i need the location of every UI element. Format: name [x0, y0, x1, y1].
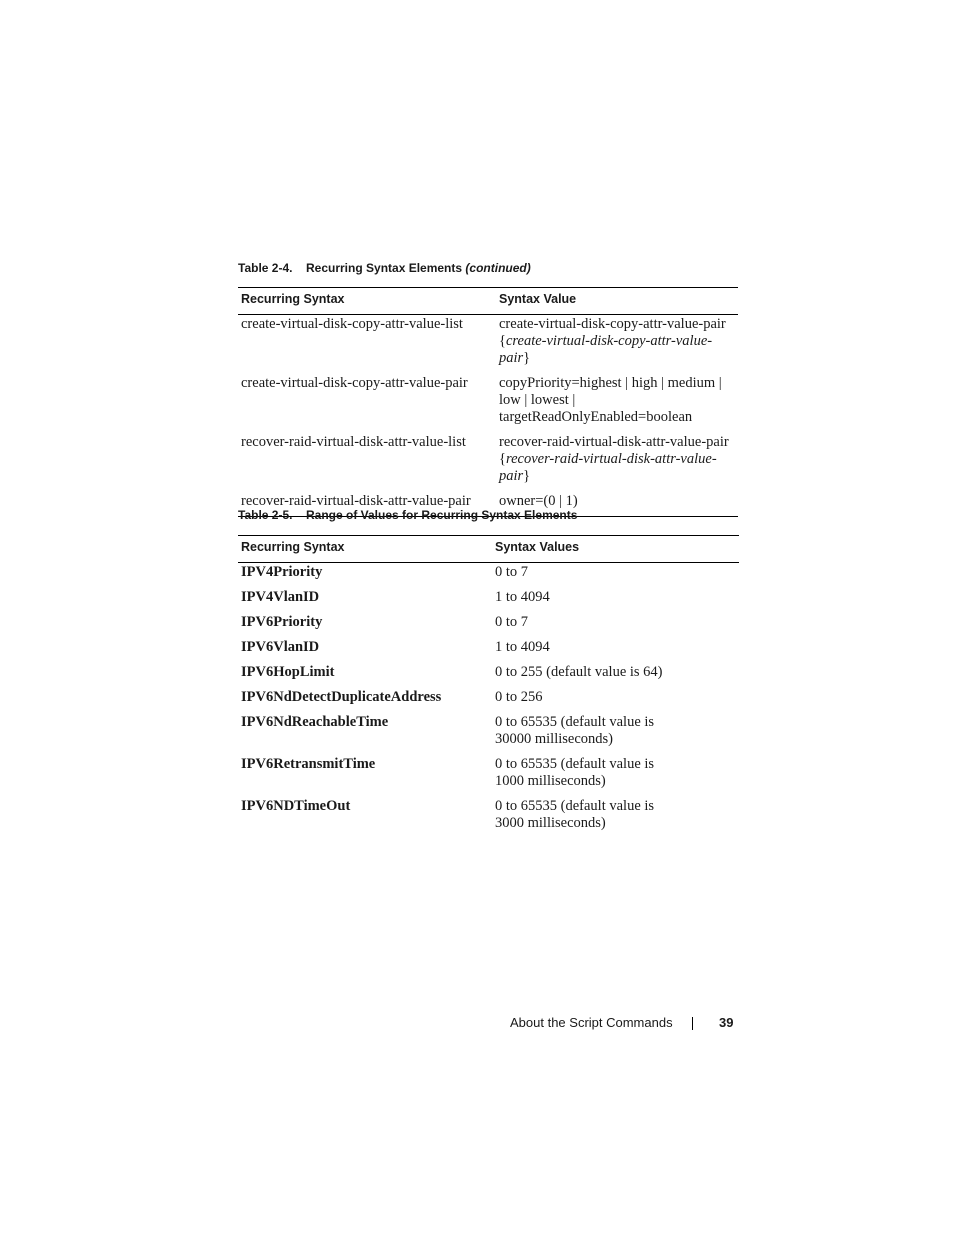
recurring-syntax-elements-table [238, 287, 738, 517]
syntax-cell: IPV4Priority [241, 564, 323, 580]
footer-divider [692, 1017, 693, 1030]
value-line: 1000 milliseconds) [495, 773, 606, 789]
caption-title: Recurring Syntax Elements [306, 261, 463, 275]
table-row [238, 563, 739, 590]
table-row [238, 614, 739, 639]
value-line: targetReadOnlyEnabled=boolean [499, 409, 693, 425]
table-row [238, 714, 739, 756]
value-italic-text: create-virtual-disk-copy-attr-value-pair [499, 333, 713, 366]
value-line: create-virtual-disk-copy-attr-value-pair [499, 316, 726, 332]
syntax-cell: IPV6HopLimit [241, 664, 335, 680]
value-italic-text: recover-raid-virtual-disk-attr-value-pair [499, 451, 717, 484]
value-line: 1 to 4094 [495, 639, 550, 655]
table-row [238, 756, 739, 798]
value-cell [496, 315, 738, 376]
value-line: 0 to 65535 (default value is [495, 714, 655, 730]
page-footer [510, 1015, 734, 1030]
column-header-syntax-values: Syntax Values [492, 536, 739, 563]
value-cell [492, 689, 739, 714]
caption-continued: (continued) [465, 261, 531, 275]
syntax-cell: IPV6NDTimeOut [241, 798, 351, 814]
table-header-row [238, 536, 739, 563]
table-row [238, 639, 739, 664]
value-line-italic: {recover-raid-virtual-disk-attr-value-pair} [499, 451, 717, 484]
column-header-syntax-value: Syntax Value [496, 288, 738, 315]
table-row [238, 798, 739, 840]
syntax-cell: IPV6Priority [241, 614, 323, 630]
value-line: recover-raid-virtual-disk-attr-value-pair [499, 434, 729, 450]
page-number: 39 [719, 1015, 734, 1030]
syntax-cell: create-virtual-disk-copy-attr-value-list [241, 316, 463, 332]
syntax-cell: recover-raid-virtual-disk-attr-value-list [241, 434, 466, 450]
syntax-cell: recover-raid-virtual-disk-attr-value-pair [238, 493, 496, 517]
table-row [238, 664, 739, 689]
value-line: 30000 milliseconds) [495, 731, 614, 747]
value-cell [492, 614, 739, 639]
column-header-recurring-syntax: Recurring Syntax [238, 536, 492, 563]
value-line: 3000 milliseconds) [495, 815, 606, 831]
column-header-recurring-syntax: Recurring Syntax [238, 288, 496, 315]
syntax-cell: IPV6NdReachableTime [241, 714, 389, 730]
value-cell [492, 756, 739, 798]
value-line: 0 to 7 [495, 564, 529, 580]
value-line: owner=(0 | 1) [499, 493, 578, 509]
value-line: 1 to 4094 [495, 589, 550, 605]
value-line-italic: {create-virtual-disk-copy-attr-value-pair} [499, 333, 713, 366]
syntax-cell: IPV6VlanID [241, 639, 320, 655]
caption-number: Table 2-5. [238, 508, 293, 522]
value-line: 0 to 255 (default value is 64) [495, 664, 663, 680]
syntax-cell: IPV6NdDetectDuplicateAddress [241, 689, 442, 705]
table-header-row [238, 288, 738, 315]
table-row [238, 375, 738, 434]
value-line: 0 to 256 [495, 689, 543, 705]
value-cell [492, 589, 739, 614]
value-cell [492, 664, 739, 689]
value-cell [496, 434, 738, 493]
table-2-4-caption [238, 261, 531, 275]
table-2-5-caption [238, 508, 577, 522]
value-line: 0 to 65535 (default value is [495, 756, 655, 772]
value-line: copyPriority=highest | high | medium | [499, 375, 722, 391]
footer-section-title: About the Script Commands [510, 1015, 673, 1030]
value-cell [496, 375, 738, 434]
value-line: low | lowest | [499, 392, 576, 408]
value-cell [492, 714, 739, 756]
table-row [238, 434, 738, 493]
syntax-cell: IPV4VlanID [241, 589, 320, 605]
syntax-cell: IPV6RetransmitTime [241, 756, 376, 772]
table-row [238, 315, 738, 376]
value-line: 0 to 7 [495, 614, 529, 630]
caption-number: Table 2-4. [238, 261, 293, 275]
value-line: 0 to 65535 (default value is [495, 798, 655, 814]
table-row [238, 689, 739, 714]
table-row [238, 589, 739, 614]
value-cell [492, 798, 739, 840]
range-of-values-table [238, 535, 739, 840]
syntax-cell: create-virtual-disk-copy-attr-value-pair [241, 375, 468, 391]
value-cell [492, 563, 739, 590]
value-cell [492, 639, 739, 664]
caption-title: Range of Values for Recurring Syntax Elements [306, 508, 578, 522]
